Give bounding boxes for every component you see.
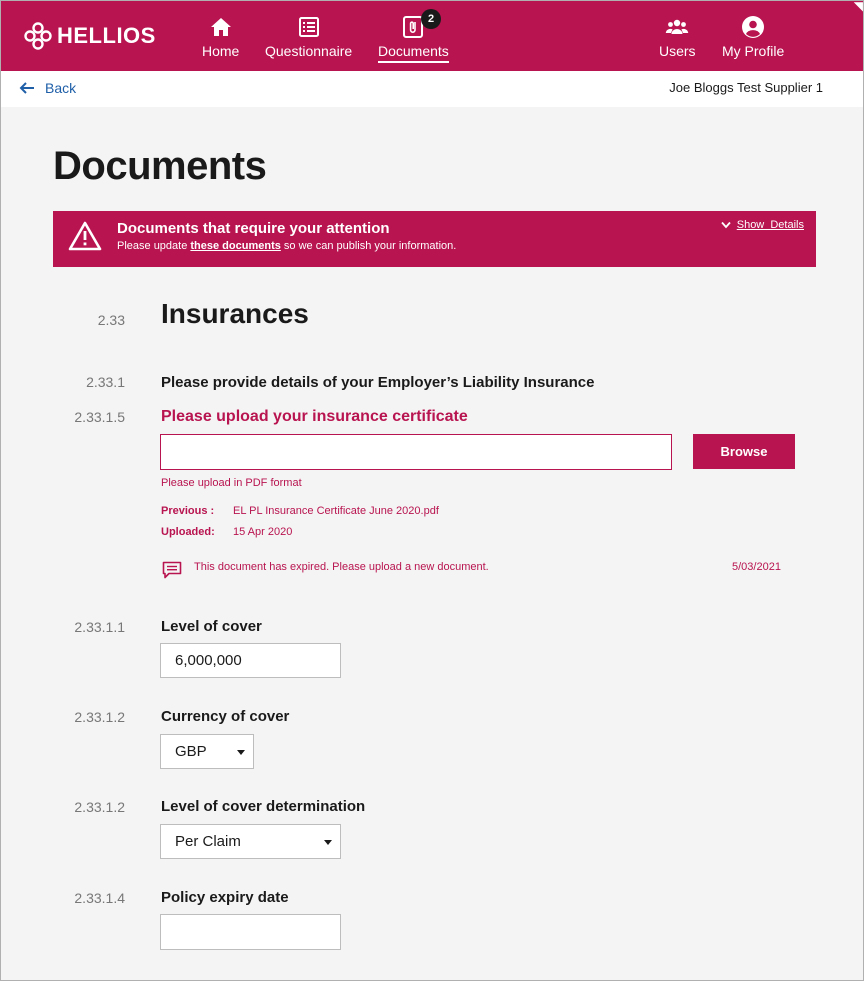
profile-icon [741,15,765,39]
question-number: 2.33.1.1 [74,619,125,635]
question-number: 2.33.1.5 [74,409,125,425]
nav-documents-label: Documents [378,43,449,63]
nav-home[interactable] [202,15,239,59]
question-number: 2.33.1.4 [74,890,125,906]
nav-questionnaire-label: Questionnaire [265,43,353,59]
uploaded-label: Uploaded: [161,526,215,538]
alert-title: Documents that require your attention [117,220,390,237]
level-of-cover-label: Level of cover [161,618,262,635]
warning-icon [68,221,102,251]
alert-text [117,240,456,252]
home-icon [209,15,233,39]
nav-home-label: Home [202,43,240,59]
users-icon [665,15,689,39]
list-icon [297,15,321,39]
caret-down-icon [324,840,332,845]
nav-users-label: Users [659,43,696,59]
brand-logo[interactable] [23,21,156,51]
arrow-left-icon [19,80,35,96]
policy-expiry-input[interactable] [160,914,341,950]
nav-users[interactable] [659,15,696,59]
cover-determination-label: Level of cover determination [161,798,366,815]
previous-filename[interactable]: EL PL Insurance Certificate June 2020.pdf [233,505,439,517]
level-of-cover-value: 6,000,000 [175,652,242,669]
back-link[interactable] [19,80,76,96]
comment-icon [162,561,182,579]
currency-value: GBP [175,743,207,760]
top-nav [1,1,864,71]
back-label: Back [45,80,77,96]
question-number: 2.33.1.2 [74,709,125,725]
question-number: 2.33.1 [86,374,125,390]
upload-hint: Please upload in PDF format [161,477,302,489]
sub-header [1,71,864,107]
show-details-label: Show Details [736,219,804,231]
policy-expiry-label: Policy expiry date [161,889,289,906]
attention-alert [53,211,816,267]
documents-badge: 2 [421,9,441,29]
section-number: 2.33 [97,312,125,328]
caret-down-icon [237,750,245,755]
certificate-file-input[interactable] [160,434,672,470]
cover-determination-select[interactable] [160,824,341,859]
corner-mark-icon: ◥ [853,0,863,13]
level-of-cover-input[interactable] [160,643,341,678]
alert-text-before: Please update [117,240,191,252]
currency-select[interactable] [160,734,254,769]
hellios-logo-icon [23,21,53,51]
nav-my-profile-label: My Profile [722,43,785,59]
brand-name: HELLIOS [57,23,156,48]
section-title: Insurances [161,298,309,329]
nav-questionnaire[interactable] [265,15,352,59]
these-documents-link[interactable]: these documents [190,240,281,252]
question-number: 2.33.1.2 [74,799,125,815]
chevron-down-icon [721,221,731,229]
nav-documents[interactable] [378,15,449,63]
expired-message: This document has expired. Please upload a new document. [194,561,489,573]
upload-question-label: Please upload your insurance certificate [161,408,468,425]
show-details-toggle[interactable] [721,219,804,231]
alert-text-after: so we can publish your information. [280,240,457,252]
previous-label: Previous : [161,505,215,517]
nav-my-profile[interactable] [722,15,784,59]
question-label: Please provide details of your Employer’s Liability Insurance [161,374,595,391]
uploaded-date: 15 Apr 2020 [233,526,293,538]
cover-determination-value: Per Claim [175,833,241,850]
expired-date: 5/03/2021 [732,561,781,573]
browse-button[interactable]: Browse [693,434,795,469]
page-title: Documents [53,144,267,188]
supplier-name: Joe Bloggs Test Supplier 1 [669,80,823,95]
currency-of-cover-label: Currency of cover [161,708,290,725]
